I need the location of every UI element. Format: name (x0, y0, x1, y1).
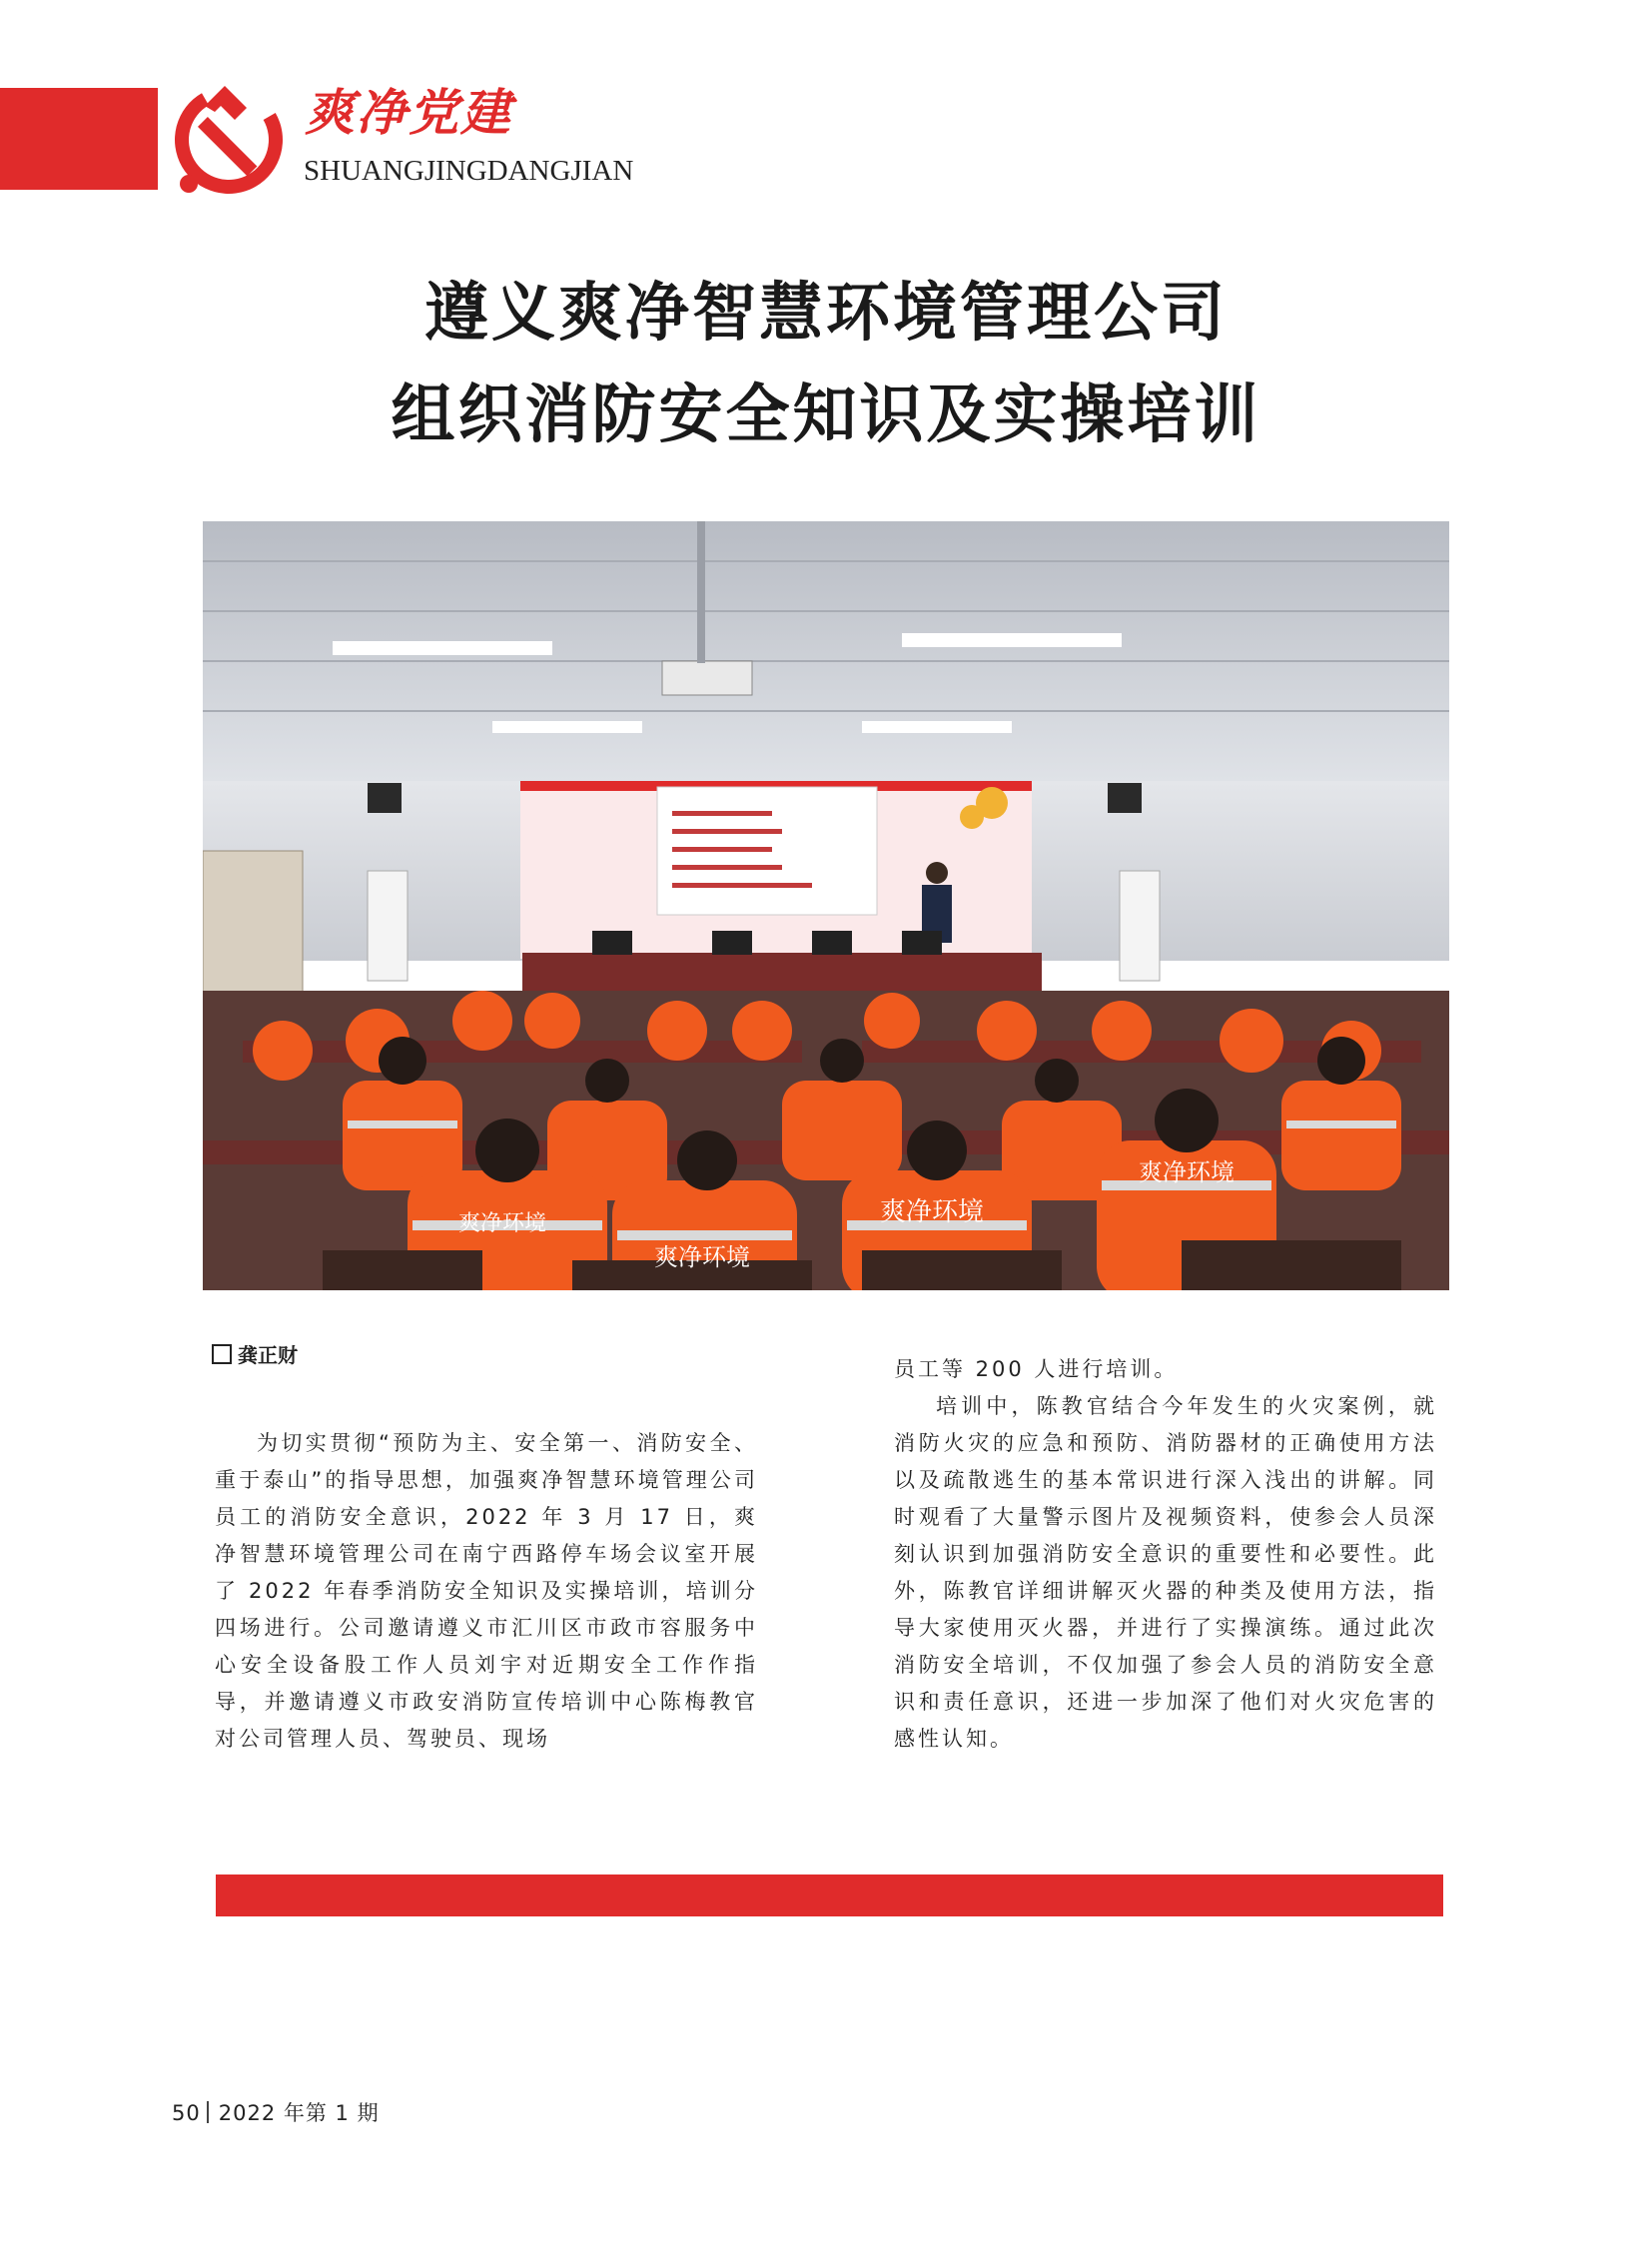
page-number: 50 (172, 2101, 201, 2125)
hammer-sickle-icon (165, 76, 293, 204)
issue-label: 2022 年第 1 期 (218, 2101, 380, 2125)
author-name: 龚正财 (238, 1343, 298, 1367)
vest-text-4: 爽净环境 (457, 1211, 547, 1236)
paragraph-2: 培训中，陈教官结合今年发生的火灾案例，就消防火灾的应急和预防、消防器材的正确使用方法以及疏散逃生的基本常识进行深入浅出的讲解。同时观看了大量警示图片及视频资料，使参会人员深刻认识到加强消防安全意识的重要性和必要性。此外，陈教官详细讲解灭火器的种类及使用方法，指导大家使用灭火器，并进行了实操演练。通过此次消防安全培训，不仅加强了参会人员的消防安全意识和责任意识，还进一步加深了他们对火灾危害的感性认知。 (894, 1394, 1437, 1751)
article-body-left (215, 1425, 758, 1758)
paragraph-1-continued: 员工等 200 人进行培训。 (894, 1357, 1179, 1381)
square-icon (212, 1344, 232, 1364)
vest-text-1: 爽净环境 (879, 1197, 985, 1227)
article-body-right (894, 1351, 1437, 1758)
brand-subtitle: SHUANGJINGDANGJIAN (304, 155, 634, 187)
brand-title: 爽净党建 (305, 84, 512, 142)
footer-divider (207, 2101, 209, 2123)
article-title-line-1: 遵义爽净智慧环境管理公司 (424, 276, 1228, 351)
training-photo (203, 521, 1449, 1290)
header-red-block (0, 88, 158, 190)
decorative-red-bar (216, 1874, 1443, 1916)
page-footer (172, 2101, 380, 2124)
byline (212, 1344, 298, 1365)
vest-text-2: 爽净环境 (1139, 1158, 1235, 1186)
paragraph-1: 为切实贯彻“预防为主、安全第一、消防安全、重于泰山”的指导思想，加强爽净智慧环境管理公司员工的消防安全意识，2022 年 3 月 17 日，爽净智慧环境管理公司在南宁西路停车场会议室开展了 2022 年春季消防安全知识及实操培训，培训分四场进行。公司邀请遵义市汇川区市政市容服务中心安全设备股工作人员刘宇对近期安全工作作指导，并邀请遵义市政安消防宣传培训中心陈梅教官对公司管理人员、驾驶员、现场 (215, 1431, 758, 1751)
article-title-line-2: 组织消防安全知识及实操培训 (391, 377, 1261, 452)
vest-text-3: 爽净环境 (654, 1243, 750, 1271)
